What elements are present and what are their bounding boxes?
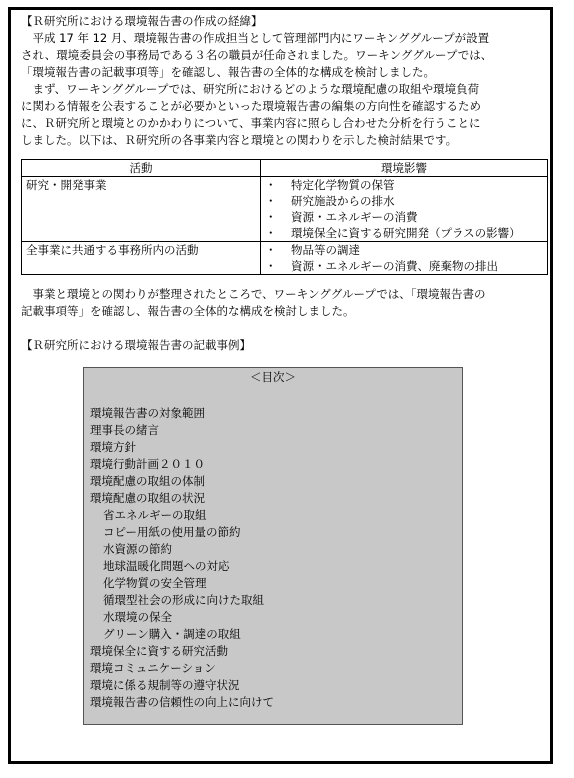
toc-subitem: 化学物質の安全管理 bbox=[103, 576, 207, 590]
activity-cell: 研究・開発事業 bbox=[22, 177, 261, 242]
toc-subitem: コピー用紙の使用量の節約 bbox=[103, 525, 241, 539]
toc-item: 環境報告書の対象範囲 bbox=[90, 406, 205, 420]
section-heading-example: 【Ｒ研究所における環境報告書の記載事例】 bbox=[21, 338, 251, 352]
paragraph-line: され、環境委員会の事務局である３名の職員が任命されました。ワーキンググループでは、 bbox=[21, 48, 493, 62]
toc-item: 環境に係る規制等の遵守状況 bbox=[90, 678, 240, 692]
impact-item bbox=[265, 177, 543, 193]
document-frame bbox=[8, 7, 553, 764]
impact-text: 物品等の調達 bbox=[291, 243, 360, 257]
paragraph-line: 「環境報告書の記載事項等」を確認し、報告書の全体的な構成を検討しました。 bbox=[21, 65, 435, 79]
impact-text: 資源・エネルギーの消費、廃棄物の排出 bbox=[291, 259, 498, 273]
summary-paragraph bbox=[21, 286, 548, 320]
impact-text: 研究施設からの排水 bbox=[291, 194, 395, 208]
impact-cell bbox=[261, 177, 548, 242]
paragraph-line: まず、ワーキンググループでは、研究所におけるどのような環境配慮の取組や環境負荷 bbox=[21, 82, 480, 96]
toc-item: 理事長の緒言 bbox=[90, 423, 159, 437]
toc-item: 環境方針 bbox=[90, 440, 136, 454]
toc-subitem: 水環境の保全 bbox=[103, 610, 172, 624]
table-row bbox=[22, 177, 548, 242]
toc-subitem: 地球温暖化問題への対応 bbox=[103, 559, 230, 573]
bullet-glyph: ・ bbox=[265, 259, 277, 273]
impact-item bbox=[265, 225, 543, 241]
header-activity: 活動 bbox=[22, 160, 261, 177]
table-header-row bbox=[22, 160, 548, 177]
toc-item: 環境行動計画２０１０ bbox=[90, 457, 205, 471]
table-of-contents-box bbox=[83, 367, 463, 725]
environmental-impact-table bbox=[21, 159, 548, 275]
toc-title: ＜目次＞ bbox=[250, 370, 296, 384]
paragraph-line: しました。以下は、Ｒ研究所の各事業内容と環境との関わりを示した検討結果です。 bbox=[21, 133, 458, 147]
toc-item: 環境コミュニケーション bbox=[90, 661, 216, 675]
paragraph-line: 平成 17 年 12 月、環境報告書の作成担当として管理部門内にワーキンググループが設置 bbox=[21, 31, 490, 45]
background-paragraph bbox=[21, 30, 548, 149]
impact-text: 特定化学物質の保管 bbox=[291, 178, 395, 192]
activity-cell: 全事業に共通する事務所内の活動 bbox=[22, 242, 261, 275]
toc-item: 環境配慮の取組の状況 bbox=[90, 491, 205, 505]
bullet-glyph: ・ bbox=[265, 178, 277, 192]
header-impact: 環境影響 bbox=[261, 160, 548, 177]
paragraph-line: に、Ｒ研究所と環境とのかかわりについて、事業内容に照らし合わせた分析を行うことに bbox=[21, 116, 481, 130]
section-heading-background: 【Ｒ研究所における環境報告書の作成の経緯】 bbox=[21, 14, 263, 28]
table-row bbox=[22, 242, 548, 275]
paragraph-line: に関わる情報を公表することが必要かといった環境報告書の編集の方向性を確認するため bbox=[21, 99, 481, 113]
toc-subitem: 省エネルギーの取組 bbox=[103, 508, 207, 522]
document-content bbox=[21, 13, 548, 354]
paragraph-line: 事業と環境との関わりが整理されたところで、ワーキンググループでは、「環境報告書の bbox=[21, 287, 486, 301]
toc-item: 環境報告書の信頼性の向上に向けて bbox=[90, 695, 274, 709]
toc-subitem: 循環型社会の形成に向けた取組 bbox=[103, 593, 264, 607]
toc-list bbox=[90, 405, 274, 711]
impact-item bbox=[265, 258, 543, 274]
toc-item: 環境配慮の取組の体制 bbox=[90, 474, 205, 488]
impact-text: 環境保全に資する研究開発（プラスの影響） bbox=[291, 226, 521, 240]
bullet-glyph: ・ bbox=[265, 226, 277, 240]
impact-cell bbox=[261, 242, 548, 275]
toc-subitem: 水資源の節約 bbox=[103, 542, 172, 556]
impact-text: 資源・エネルギーの消費 bbox=[291, 210, 418, 224]
bullet-glyph: ・ bbox=[265, 194, 277, 208]
impact-item bbox=[265, 193, 543, 209]
paragraph-line: 記載事項等」を確認し、報告書の全体的な構成を検討しました。 bbox=[21, 304, 355, 318]
impact-item bbox=[265, 242, 543, 258]
toc-subitem: グリーン購入・調達の取組 bbox=[103, 627, 241, 641]
bullet-glyph: ・ bbox=[265, 243, 277, 257]
bullet-glyph: ・ bbox=[265, 210, 277, 224]
impact-item bbox=[265, 209, 543, 225]
toc-item: 環境保全に資する研究活動 bbox=[90, 644, 228, 658]
